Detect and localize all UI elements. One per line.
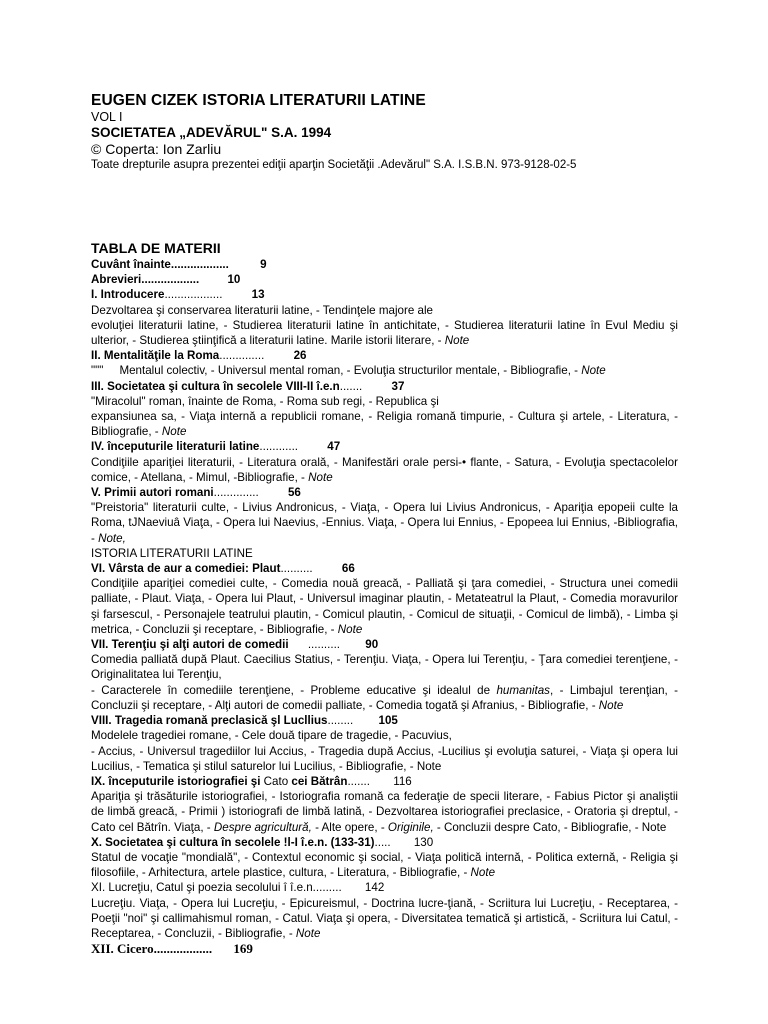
toc-page-number: 10: [227, 273, 241, 287]
toc-chapter-desc: [91, 576, 678, 637]
toc-desc-text: Condiţiile apariţiei literaturii, - Literatura orală, - Manifestări orale persi-• flante, - Satura, - Evoluţia spectacolelor comice, - Atellana, - Mimul, -Bibliografie, -: [91, 455, 678, 484]
toc-title: TABLA DE MATERII: [91, 240, 221, 256]
toc-chapter-title-part: Cato: [260, 774, 292, 788]
book-title: EUGEN CIZEK ISTORIA LITERATURII LATINE: [91, 92, 426, 109]
toc-chapter-desc: "Miracolul" roman, înainte de Roma, - Roma sub regi, - Republica şi: [91, 394, 439, 408]
toc-chapter-desc: [91, 455, 678, 485]
toc-chapter-title: VI. Vârsta de aur a comediei: Plaut: [91, 562, 281, 576]
toc-chapter-title: IV. începuturile literaturii latine: [91, 440, 260, 454]
toc-desc-italic: Note: [308, 470, 333, 484]
toc-chapter-title: I. Introducere: [91, 288, 165, 302]
toc-desc-text: """ Mentalul colectiv, - Universul mental roman, - Evoluţia structurilor mentale, - Bibliografie, -: [91, 364, 578, 378]
toc-desc-italic: Note: [581, 364, 606, 378]
toc-desc-italic: Note: [598, 698, 624, 712]
toc-page-number: 56: [287, 486, 301, 500]
toc-leader-dots: ........: [327, 714, 354, 728]
toc-chapter-title: XI. Lucreţiu, Catul şi poezia secolului î î.e.n.........: [91, 881, 342, 895]
toc-desc-italic: Despre agricultură,: [213, 820, 312, 834]
publisher-line: SOCIETATEA „ADEVĂRUL" S.A. 1994: [91, 125, 332, 140]
toc-chapter-1: [91, 287, 678, 302]
toc-leader-dots: ..........: [280, 562, 313, 576]
toc-chapter-title: II. Mentalităţile la Roma: [91, 349, 220, 363]
toc-page-number: 116: [393, 774, 412, 788]
toc-leader-dots: .......: [339, 379, 363, 393]
toc-chapter-title: VII. Terenţiu şi alţi autori de comedii: [91, 638, 289, 652]
toc-chapter-12: [91, 941, 678, 956]
toc-desc-text: - Concluzii despre Cato, - Bibliografie, - Note: [436, 820, 667, 834]
toc-entry-label: Abrevieri..................: [91, 273, 200, 287]
toc-leader-dots: ............: [259, 440, 299, 454]
toc-chapter-title: VIII. Tragedia romană preclasică şl Lucllius: [91, 714, 328, 728]
toc-desc-text: - Caracterele în comediile terenţiene, - Probleme educative şi idealul de: [91, 683, 491, 697]
toc-desc-italic: Note: [295, 926, 321, 940]
toc-desc-italic: Note: [337, 622, 363, 636]
toc-page-number: 26: [293, 349, 307, 363]
toc-desc-italic: Note: [444, 334, 470, 348]
toc-leader-dots: ..................: [164, 288, 223, 302]
toc-page-number: 130: [413, 835, 434, 849]
toc-chapter-desc: - Accius, - Universul tragediilor lui Accius, - Tragedia după Accius, -Lucilius şi evoluţia saturei, - Viaţa şi opera lui Lucilius, - Tematica şi stilul saturelor lui Lucilius, - Bibliografie, - Note: [91, 744, 678, 773]
toc-chapter-11: [91, 880, 678, 895]
toc-chapter-desc: [91, 789, 678, 835]
toc-entry-label: Cuvânt înainte..................: [91, 258, 229, 271]
toc-desc-text: evoluţiei literaturii latine, - Studierea literaturii latine în antichitate, - Studierea literaturii latine în Evul Mediu şi ulterior, - Studierea ştiinţifică a literaturii latine. Marile istorii literare, -: [91, 318, 678, 348]
toc-leader-dots: ..........: [307, 638, 341, 652]
toc-leader-dots: .......: [347, 774, 370, 788]
toc-chapter-8: [91, 713, 678, 728]
toc-chapter-title-part: cei Bătrân: [291, 774, 348, 788]
toc-leader-dots: ..............: [213, 486, 259, 500]
toc-page-number: 37: [391, 379, 405, 393]
toc-desc-text: "Preistoria" literaturii culte, - Livius Andronicus, - Viaţa, - Opera lui Livius Andronicus, - Apariţia epopeii culte la Roma, tJNaeviuâ Viaţa, - Opera lui Naevius, -Ennius. Viaţa, - Opera lui Ennius, - Epopeea lui Ennius, -Bibliografia, -: [91, 501, 678, 545]
toc-chapter-title: XII. Cicero..................: [91, 941, 213, 957]
toc-desc-italic: Note: [470, 866, 496, 880]
cover-credit: © Coperta: Ion Zarliu: [91, 141, 222, 157]
toc-chapter-6: [91, 561, 678, 576]
toc-leader-dots: .....: [374, 835, 391, 849]
toc-page-number: 90: [365, 638, 379, 652]
toc-chapter-title: III. Societatea şi cultura în secolele VIII-II î.e.n: [91, 379, 340, 393]
toc-chapter-10: [91, 835, 678, 850]
toc-page-number: 47: [327, 440, 341, 454]
toc-chapter-desc: [91, 363, 678, 378]
toc-chapter-desc: Modelele tragediei romane, - Cele două tipare de tragedie, - Pacuvius,: [91, 729, 452, 743]
toc-desc-italic: Note: [161, 425, 187, 439]
toc-chapter-7: [91, 637, 678, 652]
volume-label: VOL I: [91, 110, 123, 124]
toc-chapter-2: [91, 348, 678, 363]
toc-leader-dots: ..............: [219, 349, 265, 363]
toc-page-number: 13: [251, 288, 265, 302]
toc-entry-abrevieri: [91, 272, 678, 287]
toc-chapter-5: [91, 485, 678, 500]
toc-chapter-title: IX. începuturile istoriografiei şi: [91, 774, 261, 788]
toc-desc-text: Lucreţiu. Viaţa, - Opera lui Lucreţiu, - Epicureismul, - Doctrina lucre-ţiană, - Scriitura lui Lucreţiu, - Receptarea, - Poeţii "noi" şi callimahismul roman, - Catul. Viaţa şi opera, - Diversitatea tematică şi artistică, - Scriitura lui Catul, - Receptarea, - Concluzii, - Bibliografie, -: [91, 896, 678, 940]
toc-desc-text: expansiunea sa, - Viaţa internă a republicii romane, - Religia romană timpurie, - Cultura şi artele, - Literatura, - Bibliografie, -: [91, 410, 678, 439]
toc-chapter-desc: [91, 896, 678, 942]
toc-page-number: 105: [378, 714, 398, 728]
toc-chapter-desc: Comedia palliată după Plaut. Caecilius Statius, - Terenţiu. Viaţa, - Opera lui Terenţiu, - Ţara comediei terenţiene, - Originalitatea lui Terenţiu,: [91, 653, 678, 682]
toc-chapter-9: [91, 774, 678, 789]
toc-chapter-desc: [91, 500, 678, 546]
toc-page-number: 66: [341, 562, 355, 576]
toc-desc-italic: humanitas: [496, 683, 550, 697]
toc-chapter-title: X. Societatea şi cultura în secolele !l-I î.e.n. (133-31): [91, 835, 375, 849]
toc-desc-text: Statul de vocaţie "mondială", - Contextul economic şi social, - Viaţa politică internă, - Politica externă, - Religia şi filosofiile, - Arhitectura, artele plastice, cultura, - Literatura, - Bibliografie, -: [91, 850, 678, 880]
toc-entry-cuvant: [91, 257, 678, 272]
toc-chapter-desc: [91, 683, 678, 713]
toc-desc-text: - Alte opere, -: [315, 820, 385, 834]
toc-desc-text: Condiţiile apariţiei comediei culte, - Comedia nouă greacă, - Palliată şi ţara comediei, - Structura unei comedii palliate, - Plaut. Viaţa, - Opera lui Plaut, - Universul imaginar plautin, - Metateatrul la Plaut, - Comedia moravurilor şi farsescul, - Personajele teatrului plautin, - Comicul plautin, - Comicul de situaţii, - Comicul de limbă), - Limba şi metrica, - Concluzii şi receptare, - Bibliografie, -: [91, 577, 678, 636]
toc-chapter-desc: Dezvoltarea şi conservarea literaturii latine, - Tendinţele majore ale: [91, 303, 433, 317]
toc-page-number: 169: [233, 941, 253, 957]
toc-chapter-desc: [91, 850, 678, 880]
toc-page-number: 142: [364, 881, 385, 895]
toc-desc-italic: Note,: [98, 531, 126, 545]
toc-page-number: 9: [260, 258, 267, 271]
running-header: ISTORIA LITERATURII LATINE: [91, 546, 253, 560]
toc-chapter-desc: [91, 409, 678, 439]
toc-chapter-3: [91, 379, 678, 394]
toc-chapter-title: V. Primii autori romani: [91, 486, 214, 500]
document-page: [91, 92, 678, 956]
toc-chapter-desc: [91, 318, 678, 348]
rights-notice: Toate drepturile asupra prezentei ediţii aparţin Societăţii .Adevărul" S.A. I.S.B.N. 973-9128-02-5: [91, 159, 577, 171]
toc-chapter-4: [91, 439, 678, 454]
toc-desc-text: Apariţia şi trăsăturile istoriografiei, - Istoriografia romană ca federaţie de specii literare, - Fabius Pictor şi analiştii de limbă greacă, - Primii ) istoriografi de limbă latină, - Dezvoltarea istoriografiei preclasice, - Oratoria şi dreptul, - Cato cel Bătrîn. Viaţa, -: [91, 790, 678, 834]
toc-desc-italic: Originile,: [387, 820, 434, 834]
toc-desc-text: , - Limbajul terenţian, - Concluzii şi receptare, - Alţi autori de comedii palliate, - Comedia togată şi Afranius, - Bibliografie, -: [91, 683, 679, 712]
